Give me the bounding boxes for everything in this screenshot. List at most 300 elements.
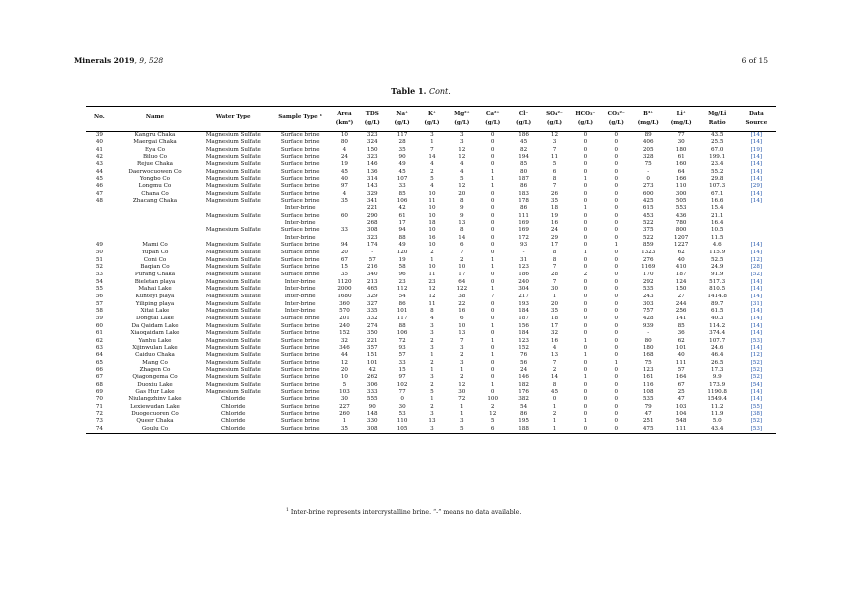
table-cell: 17 xyxy=(398,220,406,226)
table-cell: Surface brine xyxy=(280,183,320,190)
table-cell: 28 xyxy=(550,271,559,278)
table-cell: 341 xyxy=(366,198,378,204)
table-cell[interactable]: [19] xyxy=(750,146,763,153)
table-cell: 62 xyxy=(677,249,685,256)
table-cell: Eya Co xyxy=(144,146,165,153)
table-cell: 0 xyxy=(583,322,588,329)
table-cell: 0 xyxy=(614,271,619,278)
table-cell: 425 xyxy=(642,198,654,204)
table-cell: 35 xyxy=(331,426,358,434)
table-cell: Chloride xyxy=(221,418,246,425)
table-cell: 23 xyxy=(428,278,436,285)
table-cell: 58 xyxy=(398,264,406,271)
table-cell[interactable]: [55] xyxy=(750,403,763,410)
table-cell: 0 xyxy=(583,300,588,307)
table-cell: 67.0 xyxy=(710,146,724,153)
table-row xyxy=(86,272,776,279)
table-cell: 548 xyxy=(675,418,687,425)
table-cell: 187 xyxy=(518,176,529,182)
table-cell: 49 xyxy=(398,242,406,249)
table-cell[interactable]: [52] xyxy=(750,418,763,425)
table-cell: 0 xyxy=(583,190,588,197)
column-header xyxy=(539,107,570,132)
table-cell: Lexiewudan Lake xyxy=(130,403,180,410)
table-cell: 16 xyxy=(550,337,559,344)
table-cell: 48 xyxy=(95,198,103,204)
table-cell: 1 xyxy=(430,352,434,359)
table-cell: Magnesium Sulfate xyxy=(205,344,261,351)
table-row xyxy=(86,154,776,161)
table-cell: Qiagongema Co xyxy=(132,374,178,381)
table-cell: 55.2 xyxy=(710,168,724,175)
table-cell: 66 xyxy=(95,367,103,373)
table-cell[interactable]: [14] xyxy=(750,139,763,146)
table-cell: 346 xyxy=(339,344,350,351)
table-cell: 0 xyxy=(490,205,495,212)
table-cell: Mahai Lake xyxy=(138,286,172,293)
table-cell: Surface brine xyxy=(280,367,320,373)
table-cell: 0 xyxy=(490,190,495,197)
table-cell: Inter-brine xyxy=(284,300,316,307)
table-cell: 11 xyxy=(428,271,436,278)
table-cell: 10 xyxy=(458,322,466,329)
table-cell: 0 xyxy=(490,315,495,322)
table-cell: Purang Chaka xyxy=(134,271,176,278)
table-cell: 0 xyxy=(583,161,588,168)
column-header-unit: (mg/L) xyxy=(670,119,692,126)
table-cell: Surface brine xyxy=(280,418,320,425)
table-cell: Magnesium Sulfate xyxy=(205,322,261,329)
table-cell: Surface brine xyxy=(280,337,320,344)
table-cell: 6 xyxy=(477,426,508,434)
table-cell: 188 xyxy=(508,426,539,434)
table-cell: Baqian Co xyxy=(140,264,170,271)
column-header-label: SO₄²⁻ xyxy=(546,110,563,117)
column-header xyxy=(387,107,418,132)
table-cell[interactable]: [14] xyxy=(750,293,763,300)
table-cell[interactable]: [14] xyxy=(750,190,763,197)
table-cell: 17 xyxy=(458,271,466,278)
table-cell: Surface brine xyxy=(280,359,320,366)
table-cell: 227 xyxy=(339,403,350,410)
table-cell: 65 xyxy=(95,359,103,366)
table-cell: Surface brine xyxy=(280,403,320,410)
table-cell: 57 xyxy=(398,352,406,359)
table-cell: 61 xyxy=(95,330,103,337)
table-cell: 11 xyxy=(428,198,436,204)
table-cell: 7 xyxy=(552,146,557,153)
table-cell[interactable]: [52] xyxy=(750,367,763,373)
table-cell: 183 xyxy=(518,190,529,197)
table-cell: 10 xyxy=(428,205,436,212)
table-cell: Coni Co xyxy=(143,256,167,263)
table-cell[interactable]: [14] xyxy=(750,315,763,322)
table-cell: 43.4 xyxy=(698,426,737,434)
table-cell: 5 xyxy=(446,426,477,434)
table-cell: 67 xyxy=(340,256,348,263)
table-cell xyxy=(113,205,197,212)
table-cell: 221 xyxy=(366,205,378,212)
table-cell: 0 xyxy=(490,330,495,337)
table-cell: 35 xyxy=(340,198,348,204)
table-cell: 0 xyxy=(583,396,588,403)
table-cell: 475 xyxy=(632,426,665,434)
table-cell: 3 xyxy=(460,344,464,351)
table-cell: 240 xyxy=(339,322,350,329)
table-cell: 12 xyxy=(458,146,466,153)
table-cell: 340 xyxy=(366,271,378,278)
table-cell[interactable]: [31] xyxy=(750,300,763,307)
table-cell: Magnesium Sulfate xyxy=(205,154,261,160)
table-cell[interactable]: [28] xyxy=(750,264,763,271)
table-cell: 240 xyxy=(518,278,529,285)
table-cell[interactable] xyxy=(737,235,776,242)
table-cell: 62 xyxy=(95,337,103,344)
table-cell: 86 xyxy=(520,183,528,190)
table-cell: 46.4 xyxy=(710,352,724,359)
table-cell: 44 xyxy=(95,168,103,175)
table-cell: 1549.4 xyxy=(707,396,727,403)
table-cell: 800 xyxy=(675,227,687,234)
table-cell: 428 xyxy=(642,315,654,322)
table-cell: 85 xyxy=(677,322,685,329)
table-cell: 7 xyxy=(460,337,464,344)
table-cell: 7 xyxy=(552,278,557,285)
table-cell: 13 xyxy=(550,352,559,359)
table-cell: Surface brine xyxy=(280,374,320,381)
table-cell: 939 xyxy=(642,322,654,329)
table-cell: 1 xyxy=(614,242,619,249)
table-cell: 7 xyxy=(430,146,434,153)
table-cell: 11 xyxy=(550,154,559,160)
table-cell: 72 xyxy=(398,337,406,344)
table-cell: 90 xyxy=(398,154,406,160)
table-cell: 303 xyxy=(642,300,654,307)
table-cell: 75 xyxy=(644,359,652,366)
table-cell: 103 xyxy=(339,389,350,395)
table-cell: Magnesium Sulfate xyxy=(205,139,261,146)
table-cell[interactable]: [14] xyxy=(750,198,763,204)
table-cell: 14 xyxy=(428,154,436,160)
column-header-unit: (g/L) xyxy=(394,119,410,126)
table-cell: 24.9 xyxy=(710,264,724,271)
table-cell: 31 xyxy=(520,256,528,263)
table-cell: 106 xyxy=(396,198,408,204)
table-cell: 3 xyxy=(552,139,557,146)
table-cell: 10.5 xyxy=(710,227,724,234)
table-cell: 20 xyxy=(458,190,466,197)
table-cell: Magnesium Sulfate xyxy=(205,256,261,263)
table-cell: Magnesium Sulfate xyxy=(205,300,261,307)
table-cell: 1 xyxy=(552,403,557,410)
table-cell: 50 xyxy=(95,249,103,256)
column-header-label: Data xyxy=(749,110,764,117)
table-cell: 1 xyxy=(430,139,434,146)
table-cell: 143 xyxy=(366,183,378,190)
table-cell: 150 xyxy=(675,286,687,293)
table-cell: 64 xyxy=(458,278,466,285)
table-cell[interactable]: [14] xyxy=(750,242,763,249)
table-cell: 1 xyxy=(539,426,570,434)
table-cell: Magnesium Sulfate xyxy=(205,367,261,373)
table-cell: 168 xyxy=(642,352,654,359)
table-cell xyxy=(86,205,113,212)
table-cell[interactable]: [12] xyxy=(750,352,763,359)
table-cell: Inter-brine xyxy=(284,234,316,241)
table-cell: 1680 xyxy=(337,293,352,300)
table-cell: 221 xyxy=(366,337,378,344)
table-cell: Chloride xyxy=(197,426,269,434)
table-cell: 72 xyxy=(95,411,103,417)
table-cell: 0 xyxy=(614,322,619,329)
table-cell[interactable]: [14] xyxy=(750,322,763,329)
table-cell: 91.9 xyxy=(710,271,724,278)
table-cell[interactable]: [14] xyxy=(750,389,763,395)
table-cell[interactable]: [52] xyxy=(750,359,763,366)
table-cell: 0 xyxy=(490,308,495,315)
table-cell[interactable]: [38] xyxy=(750,411,763,417)
table-cell[interactable]: [14] xyxy=(750,278,763,285)
table-cell: 32 xyxy=(550,330,559,337)
table-cell: 0 xyxy=(583,234,588,241)
table-cell: Magnesium Sulfate xyxy=(205,308,261,315)
table-cell: 0 xyxy=(570,426,601,434)
table-cell: 0 xyxy=(614,344,619,351)
table-cell: 0 xyxy=(614,227,619,234)
table-cell: 3 xyxy=(460,359,464,366)
table-cell: 170 xyxy=(642,271,654,278)
table-cell xyxy=(331,205,358,212)
table-cell: 4 xyxy=(342,190,347,197)
table-cell: 49 xyxy=(95,242,103,249)
table-cell: 0 xyxy=(583,183,588,190)
table-cell: 308 xyxy=(358,426,387,434)
table-cell[interactable]: [14] xyxy=(750,308,763,315)
table-cell: Yanhu Lake xyxy=(138,337,172,344)
table-cell: 40 xyxy=(677,256,685,263)
table-cell: 117 xyxy=(396,131,408,138)
table-cell: 0 xyxy=(614,131,619,138)
table-cell: 89.7 xyxy=(710,300,724,307)
table-cell: 13 xyxy=(428,418,436,425)
table-cell: 27 xyxy=(677,293,685,300)
table-cell: 0 xyxy=(614,403,619,410)
table-cell: 0 xyxy=(490,131,495,138)
table-cell: 3 xyxy=(430,411,434,417)
column-header xyxy=(358,107,387,132)
table-cell: 2 xyxy=(430,168,434,175)
table-cell: Magnesium Sulfate xyxy=(205,198,261,204)
table-cell: 260 xyxy=(339,411,350,417)
table-cell xyxy=(331,235,358,242)
table-cell: 10 xyxy=(428,227,436,234)
table-row xyxy=(86,345,776,352)
table-cell: Surface brine xyxy=(280,168,320,175)
table-cell: 180 xyxy=(642,344,654,351)
table-row xyxy=(86,250,776,257)
table-cell[interactable]: [52] xyxy=(750,271,763,278)
table-cell[interactable]: [14] xyxy=(750,286,763,293)
table-cell: 150 xyxy=(366,146,378,153)
table-cell[interactable]: [14] xyxy=(750,161,763,168)
table-cell: 535 xyxy=(642,396,654,403)
table-cell[interactable]: [14] xyxy=(750,176,763,182)
table-cell: 77 xyxy=(677,131,685,138)
table-cell: 0 xyxy=(614,374,619,381)
column-header-label: Area xyxy=(337,110,352,117)
table-cell: Surface brine xyxy=(280,389,320,395)
table-cell: 810.5 xyxy=(709,286,726,293)
table-cell: 67.1 xyxy=(710,190,724,197)
column-header-label: No. xyxy=(94,113,105,120)
table-cell: 32 xyxy=(340,337,348,344)
table-cell[interactable]: [52] xyxy=(750,374,763,381)
table-cell[interactable] xyxy=(737,220,776,227)
table-cell xyxy=(197,205,269,212)
table-cell: 0 xyxy=(490,359,495,366)
table-cell: Magnesium Sulfate xyxy=(205,352,261,359)
table-cell: 1 xyxy=(460,411,464,417)
table-cell[interactable]: [14] xyxy=(750,249,763,256)
table-cell: 187 xyxy=(518,315,529,322)
table-cell: 2 xyxy=(552,367,557,373)
table-row xyxy=(86,382,776,389)
table-cell: 10 xyxy=(340,374,348,381)
table-cell: 273 xyxy=(642,183,654,190)
table-cell: 4 xyxy=(430,161,434,168)
table-cell[interactable] xyxy=(737,227,776,234)
table-cell[interactable]: [14] xyxy=(750,396,763,403)
table-cell: 97 xyxy=(398,374,406,381)
column-header-unit: (g/L) xyxy=(546,119,563,126)
table-cell: 10 xyxy=(428,242,436,249)
table-cell: 308 xyxy=(366,227,378,234)
table-cell[interactable]: [14] xyxy=(750,168,763,175)
table-cell[interactable]: [54] xyxy=(750,381,763,388)
table-cell: 111 xyxy=(518,212,529,219)
table-cell[interactable]: [14] xyxy=(750,330,763,337)
table-cell: Surface brine xyxy=(280,352,320,359)
table-cell: 169 xyxy=(518,220,529,226)
table-cell[interactable]: [14] xyxy=(750,344,763,351)
table-cell: 53 xyxy=(398,411,406,417)
table-cell: 42 xyxy=(398,205,406,212)
column-header xyxy=(86,107,113,132)
table-cell: 570 xyxy=(339,308,350,315)
table-cell: 2 xyxy=(552,411,557,417)
table-cell: Chloride xyxy=(221,396,246,403)
table-cell: 44 xyxy=(340,352,348,359)
table-cell: 2 xyxy=(460,352,464,359)
table-cell: 0 xyxy=(490,227,495,234)
column-header-unit: (mg/L) xyxy=(637,119,659,126)
table-cell[interactable]: [29] xyxy=(750,183,763,190)
table-cell: 11 xyxy=(428,300,436,307)
table-cell[interactable]: [53] xyxy=(750,337,763,344)
table-cell: 0 xyxy=(601,426,632,434)
column-header-label: Ca²⁺ xyxy=(485,110,500,117)
table-cell: 20 xyxy=(550,300,559,307)
column-header xyxy=(331,107,358,132)
table-cell[interactable] xyxy=(737,205,776,212)
table-cell[interactable]: [12] xyxy=(750,256,763,263)
table-cell[interactable] xyxy=(737,213,776,220)
column-header xyxy=(508,107,539,132)
table-cell: Magnesium Sulfate xyxy=(205,183,261,190)
column-header-label: HCO₃⁻ xyxy=(575,110,596,117)
table-cell: 0 xyxy=(614,352,619,359)
running-header xyxy=(74,56,163,65)
table-row xyxy=(86,396,776,403)
table-cell: 0 xyxy=(583,315,588,322)
table-cell: 124 xyxy=(675,278,687,285)
table-cell: Surface brine xyxy=(280,249,320,256)
table-cell: 1 xyxy=(490,176,495,182)
column-header xyxy=(113,107,197,132)
table-cell: Magnesium Sulfate xyxy=(205,264,261,271)
table-cell: 20 xyxy=(340,249,348,256)
table-cell: Magnesium Sulfate xyxy=(205,374,261,381)
table-cell: 3 xyxy=(430,330,434,337)
table-cell: 4 xyxy=(552,344,557,351)
table-cell: 555 xyxy=(366,396,378,403)
table-cell: 262 xyxy=(366,374,378,381)
table-cell: 80 xyxy=(340,139,348,146)
table-cell: 86 xyxy=(398,300,406,307)
table-cell: 5 xyxy=(490,418,495,425)
table-footnote xyxy=(286,508,521,516)
table-cell: 46 xyxy=(95,183,103,190)
table-cell[interactable]: [14] xyxy=(750,154,763,160)
column-header-unit: (g/L) xyxy=(608,119,624,126)
table-row xyxy=(86,191,776,198)
table-row xyxy=(86,198,776,205)
table-cell: 111 xyxy=(675,359,687,366)
table-cell: 33 xyxy=(340,227,348,234)
table-cell: Surface brine xyxy=(280,271,320,278)
journal-year: 2019 xyxy=(113,56,135,65)
table-cell: 0 xyxy=(583,154,588,160)
table-cell: 123 xyxy=(642,367,654,373)
table-cell: 0 xyxy=(583,220,588,226)
table-cell: Magnesium Sulfate xyxy=(205,249,261,256)
table-cell: Bieletan playa xyxy=(134,278,176,285)
table-cell: 0 xyxy=(614,154,619,160)
table-cell: 0 xyxy=(614,161,619,168)
table-cell: 166 xyxy=(675,176,687,182)
table-cell: 10 xyxy=(340,131,348,138)
table-cell: Xitai Lake xyxy=(140,308,170,315)
table-cell[interactable]: [53] xyxy=(737,426,776,434)
table-cell: 0 xyxy=(614,337,619,344)
table-cell: 26.5 xyxy=(710,359,724,366)
table-cell: 96 xyxy=(398,271,406,278)
table-cell: 332 xyxy=(366,315,378,322)
column-header-label: Sample Type ¹ xyxy=(278,113,323,120)
table-cell: Mang Co xyxy=(142,359,168,366)
table-cell: Inter-brine xyxy=(284,308,316,315)
table-cell: 61 xyxy=(398,212,406,219)
table-cell: 29 xyxy=(550,234,559,241)
table-cell[interactable]: [14] xyxy=(750,131,763,138)
table-cell: 1227 xyxy=(674,242,689,249)
table-cell: 110 xyxy=(396,418,408,425)
page-number: 6 of 15 xyxy=(741,56,768,65)
table-cell: 47 xyxy=(95,190,103,197)
table-cell: Maergai Chaka xyxy=(133,139,177,146)
table-cell: 1 xyxy=(490,381,495,388)
table-cell: Duogecuoren Co xyxy=(131,411,179,417)
